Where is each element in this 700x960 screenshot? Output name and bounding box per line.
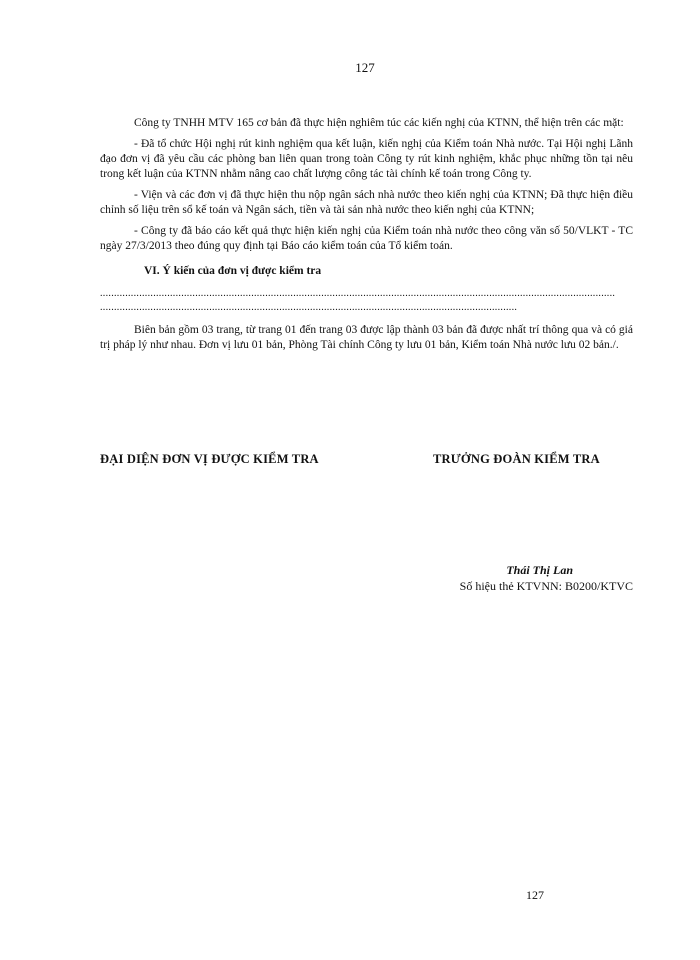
right-signature-title: TRƯỞNG ĐOÀN KIỂM TRA	[433, 452, 600, 466]
page-number-top: 127	[355, 60, 375, 75]
dotted-line-1: ........................................................................................................................................................................................	[100, 288, 616, 299]
list-item-conference: - Đã tổ chức Hội nghị rút kinh nghiệm qua kết luận, kiến nghị của Kiểm toán Nhà nước. Tại Hội nghị Lãnh đạo đơn vị đã yêu cầu các phòng ban liên quan trong toàn Công ty rút kinh nghiệm, khắc phục những tồn tại nêu trong kết luận của KTNN nhằm nâng cao chất lượng công tác tài chính kế toán trong Công ty.	[100, 138, 633, 180]
signer-id: Số hiệu thẻ KTVNN: B0200/KTVC	[459, 579, 633, 593]
intro-paragraph: Công ty TNHH MTV 165 cơ bản đã thực hiện nghiêm túc các kiến nghị của KTNN, thể hiện trên các mặt:	[134, 117, 624, 129]
signer-name: Thái Thị Lan	[506, 563, 573, 577]
page-number-bottom: 127	[526, 888, 544, 902]
section-heading: VI. Ý kiến của đơn vị được kiểm tra	[144, 265, 322, 277]
list-item-report: - Công ty đã báo cáo kết quả thực hiện kiến nghị của Kiểm toán nhà nước theo công văn số 50/VLKT - TC ngày 27/3/2013 theo đúng quy định tại Báo cáo kiểm toán của Tổ kiểm toán.	[100, 225, 633, 252]
dotted-line-2: .....................................................................................................................................................	[100, 302, 518, 313]
document-body	[100, 116, 633, 359]
closing-paragraph: Biên bản gồm 03 trang, từ trang 01 đến trang 03 được lập thành 03 bản đã được nhất trí thông qua và có giá trị pháp lý như nhau. Đơn vị lưu 01 bản, Phòng Tài chính Công ty lưu 01 bản, Kiểm toán Nhà nước lưu 02 bản./.	[100, 324, 633, 351]
left-signature-title: ĐẠI DIỆN ĐƠN VỊ ĐƯỢC KIỂM TRA	[100, 452, 319, 466]
list-item-budget: - Viện và các đơn vị đã thực hiện thu nộp ngân sách nhà nước theo kiến nghị của KTNN; Đã thực hiện điều chỉnh số liệu trên sổ kế toán và Ngân sách, tiền và tài sản nhà nước theo kiến nghị của KTNN;	[100, 189, 633, 216]
